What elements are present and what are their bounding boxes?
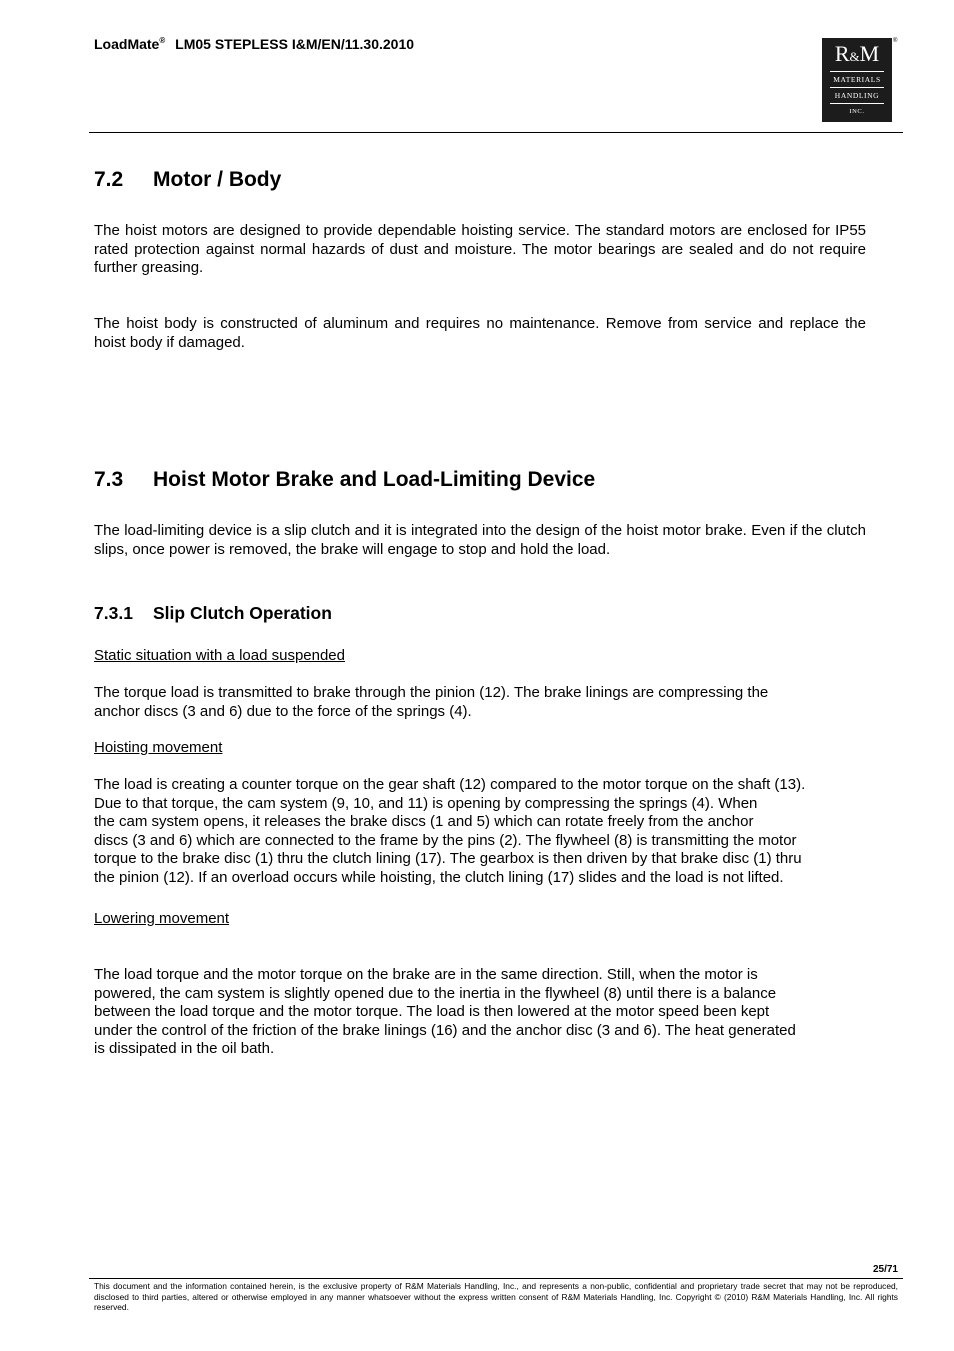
- text-line: the cam system opens, it releases the brake discs (1 and 5) which can rotate freely from the anchor: [94, 813, 754, 830]
- logo-divider: [830, 87, 884, 88]
- paragraph-static: [94, 684, 866, 721]
- logo-handling: HANDLING: [834, 91, 880, 100]
- page-number: 25/71: [872, 1264, 898, 1275]
- subsection-heading-7-3-1: [94, 603, 332, 624]
- logo-divider: [830, 103, 884, 104]
- paragraph-motor: The hoist motors are designed to provide dependable hoisting service. The standard motors are enclosed for IP55 rated protection against normal hazards of dust and moisture. The motor bearings are sealed and do not require further greasing.: [94, 222, 866, 276]
- document-id: LM05 STEPLESS I&M/EN/11.30.2010: [175, 36, 415, 52]
- document-header: [94, 36, 414, 52]
- header-divider: [89, 132, 903, 133]
- static-situation-heading: Static situation with a load suspended: [94, 647, 345, 664]
- section-number: 7.2: [94, 168, 124, 191]
- footer-divider: [89, 1278, 903, 1279]
- paragraph-body: The hoist body is constructed of aluminum and requires no maintenance. Remove from service and replace the hoist body if damaged.: [94, 315, 866, 351]
- subsection-title: Slip Clutch Operation: [153, 603, 332, 623]
- section-title: Motor / Body: [153, 168, 282, 191]
- text-line: The load torque and the motor torque on the brake are in the same direction. Still, when the motor is: [94, 966, 758, 983]
- company-logo: [822, 38, 892, 122]
- brand-name: LoadMate: [94, 36, 160, 52]
- logo-materials: MATERIALS: [833, 75, 881, 84]
- logo-divider: [830, 71, 884, 72]
- registered-mark: ®: [159, 36, 166, 45]
- legal-notice: This document and the information contained herein, is the exclusive property of R&M Materials Handling, Inc., and represents a non-public, confidential and proprietary trade secret that may not be reproduced, disclosed to third parties, altered or otherwise employed in any manner whatsoever without the express written consent of R&M Materials Handling, Inc. Copyright © (2010) R&M Materials Handling, Inc. All rights reserved.: [94, 1281, 898, 1313]
- subsection-number: 7.3.1: [94, 603, 133, 623]
- paragraph-hoisting: [94, 776, 866, 887]
- section-heading-7-2: [94, 168, 281, 192]
- text-line: torque to the brake disc (1) thru the clutch lining (17). The gearbox is then driven by that brake disc (1) thru: [94, 850, 802, 867]
- paragraph-lowering: [94, 966, 866, 1059]
- text-line: under the control of the friction of the brake linings (16) and the anchor disc (3 and 6). The heat generated: [94, 1021, 796, 1039]
- lowering-movement-heading: Lowering movement: [94, 910, 230, 927]
- text-line: Due to that torque, the cam system (9, 10, and 11) is opening by compressing the springs (4). When: [94, 794, 758, 812]
- text-line: powered, the cam system is slightly opened due to the inertia in the flywheel (8) until there is a balance: [94, 984, 777, 1002]
- text-line: the pinion (12). If an overload occurs while hoisting, the clutch lining (17) slides and the load is not lifted.: [94, 868, 784, 886]
- text-line: anchor discs (3 and 6) due to the force of the springs (4).: [94, 702, 472, 720]
- text-line: between the load torque and the motor torque. The load is then lowered at the motor speed been kept: [94, 1003, 770, 1020]
- section-heading-7-3: [94, 468, 595, 492]
- hoisting-movement-heading: Hoisting movement: [94, 739, 223, 756]
- text-line: discs (3 and 6) which are connected to the frame by the pins (2). The flywheel (8) is transmitting the motor: [94, 831, 797, 849]
- text-line: The load is creating a counter torque on the gear shaft (12) compared to the motor torque on the shaft (13).: [94, 776, 806, 793]
- text-line: The torque load is transmitted to brake through the pinion (12). The brake linings are compressing the: [94, 684, 769, 701]
- logo-monogram: R&M: [834, 41, 880, 66]
- logo-inc: INC.: [849, 108, 865, 115]
- section-title: Hoist Motor Brake and Load-Limiting Device: [153, 468, 596, 491]
- text-line: is dissipated in the oil bath.: [94, 1040, 275, 1057]
- section-number: 7.3: [94, 468, 124, 491]
- paragraph-load-limiting: The load-limiting device is a slip clutch and it is integrated into the design of the hoist motor brake. Even if the clutch slips, once power is removed, the brake will engage to stop and hold the load.: [94, 522, 866, 558]
- logo-registered-mark: ®: [893, 38, 898, 44]
